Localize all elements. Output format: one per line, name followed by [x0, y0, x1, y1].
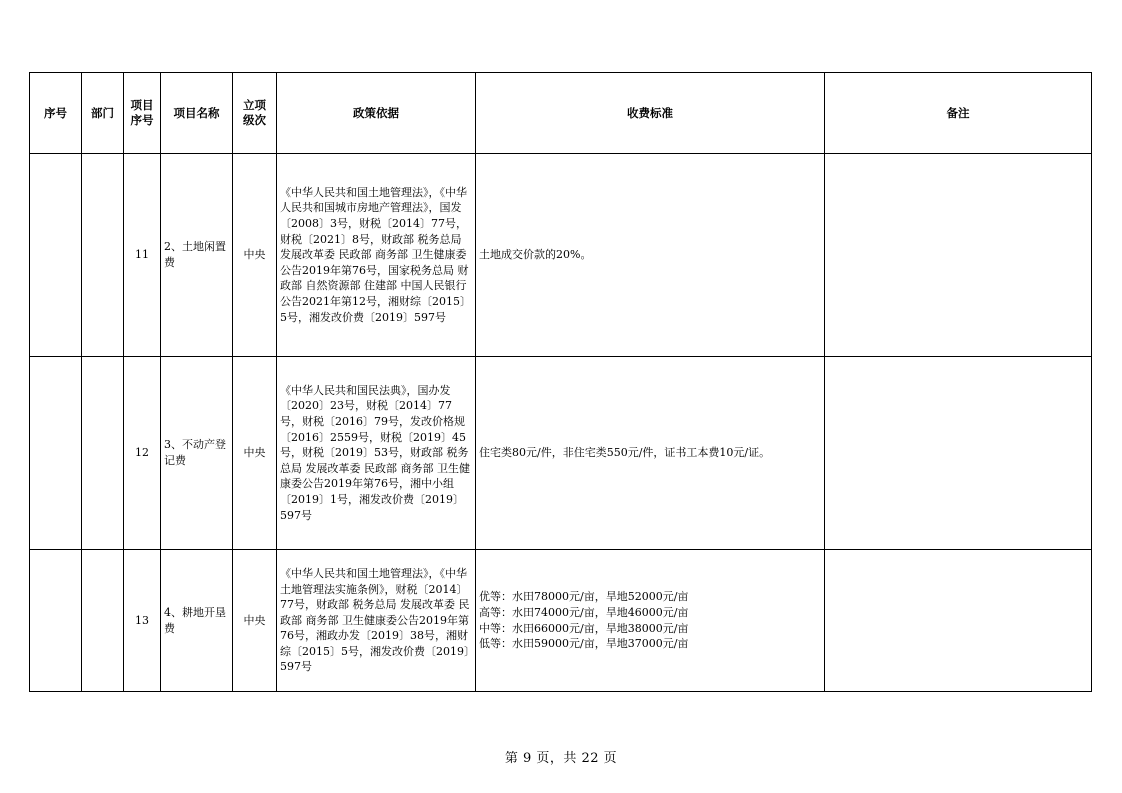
cell-remark [825, 357, 1092, 550]
header-dept: 部门 [82, 73, 124, 154]
table-header-row [30, 73, 1092, 154]
header-level: 立项 级次 [233, 73, 277, 154]
cell-seq [30, 154, 82, 357]
cell-standard: 住宅类80元/件，非住宅类550元/件，证书工本费10元/证。 [476, 357, 825, 550]
cell-item-seq: 11 [124, 154, 161, 357]
cell-seq [30, 357, 82, 550]
cell-dept [82, 550, 124, 692]
cell-item-name: 4、耕地开垦费 [161, 550, 233, 692]
cell-policy: 《中华人民共和国土地管理法》，《中华人民共和国城市房地产管理法》，国发〔2008〕3号，财税〔2014〕77号，财税〔2021〕8号，财政部 税务总局 发展改革委 民政部 商务部 卫生健康委公告2019年第76号，国家税务总局 财政部 自然资源部 住建部 中国人民银行公告2021年第12号，湘财综〔2015〕5号，湘发改价费〔2019〕597号 [277, 154, 476, 357]
cell-remark [825, 154, 1092, 357]
table-row [30, 357, 1092, 550]
header-standard: 收费标准 [476, 73, 825, 154]
cell-remark [825, 550, 1092, 692]
fee-table [29, 72, 1092, 692]
cell-seq [30, 550, 82, 692]
cell-item-name: 3、不动产登记费 [161, 357, 233, 550]
cell-dept [82, 357, 124, 550]
header-item-name: 项目名称 [161, 73, 233, 154]
header-remark: 备注 [825, 73, 1092, 154]
cell-level: 中央 [233, 357, 277, 550]
table-row [30, 550, 1092, 692]
cell-level: 中央 [233, 550, 277, 692]
header-item-seq: 项目 序号 [124, 73, 161, 154]
cell-item-seq: 13 [124, 550, 161, 692]
cell-policy: 《中华人民共和国民法典》，国办发〔2020〕23号，财税〔2014〕77号，财税〔2016〕79号，发改价格规〔2016〕2559号，财税〔2019〕45号，财税〔2019〕53号，财政部 税务总局 发展改革委 民政部 商务部 卫生健康委公告2019年第76号，湘中小组〔2019〕1号，湘发改价费〔2019〕597号 [277, 357, 476, 550]
cell-policy: 《中华人民共和国土地管理法》，《中华土地管理法实施条例》，财税〔2014〕77号，财政部 税务总局 发展改革委 民政部 商务部 卫生健康委公告2019年第76号，湘政办发〔2019〕38号，湘财综〔2015〕5号，湘发改价费〔2019〕597号 [277, 550, 476, 692]
header-seq: 序号 [30, 73, 82, 154]
page-number: 第 9 页，共 22 页 [504, 751, 618, 766]
header-policy: 政策依据 [277, 73, 476, 154]
cell-level: 中央 [233, 154, 277, 357]
cell-item-name: 2、土地闲置费 [161, 154, 233, 357]
cell-item-seq: 12 [124, 357, 161, 550]
cell-standard: 土地成交价款的20%。 [476, 154, 825, 357]
table-row [30, 154, 1092, 357]
cell-standard: 优等：水田78000元/亩，旱地52000元/亩 高等：水田74000元/亩，旱地46000元/亩 中等：水田66000元/亩，旱地38000元/亩 低等：水田59000元/亩，旱地37000元/亩 [476, 550, 825, 692]
cell-dept [82, 154, 124, 357]
